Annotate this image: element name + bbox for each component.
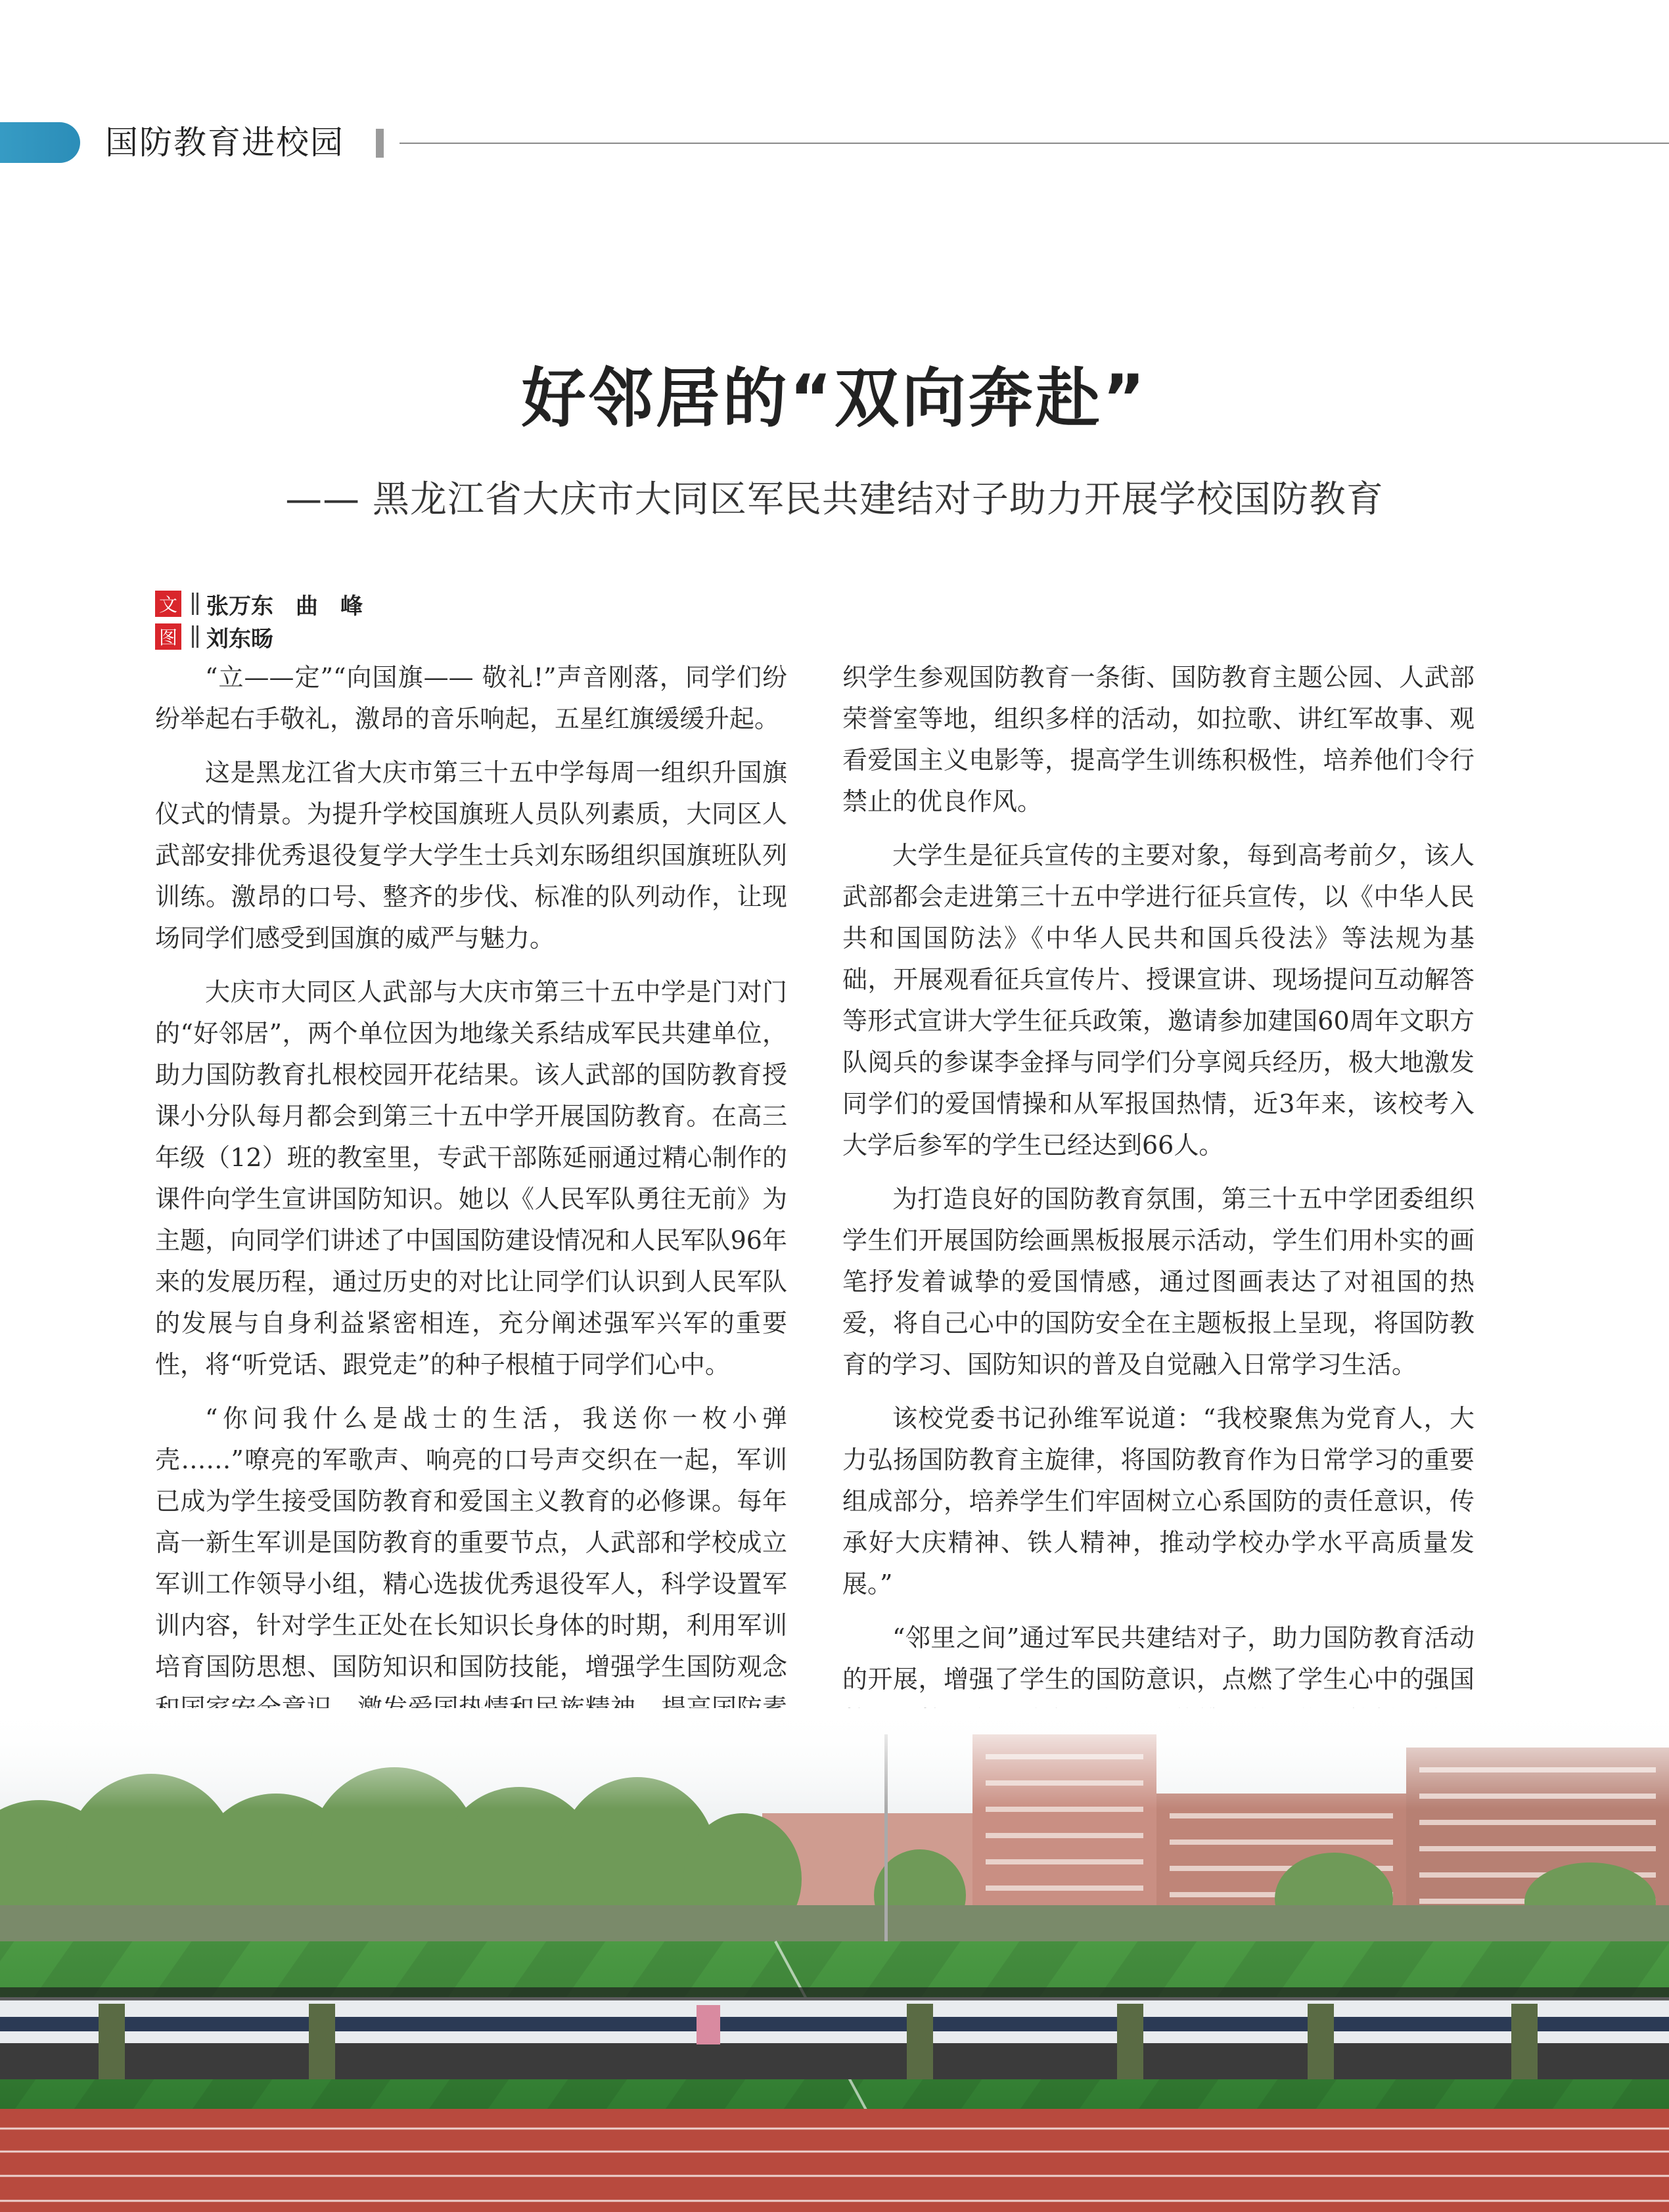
final-paragraph-text: “邻里之间”通过军民共建结对子，助力国防教育活动的开展，增强了学生的国防意识，点燃了学生心中的强国 <box>842 1623 1475 1694</box>
photo-illustration <box>0 1708 1669 2212</box>
article-title: 好邻居的“双向奔赴” <box>521 361 1148 436</box>
article-column-left <box>155 657 787 1824</box>
paragraph: 为打造良好的国防教育氛围，第三十五中学团委组织学生们开展国防绘画黑板报展示活动，学生们用朴实的画笔抒发着诚挚的爱国情感，通过图画表达了对祖国的热爱，将自己心中的国防安全在主题板报上呈现，将国防教育的学习、国防知识的普及自觉融入日常学习生活。 <box>842 1185 1475 1379</box>
paragraph: “立——定”“向国旗—— 敬礼!”声音刚落，同学们纷纷举起右手敬礼，激昂的音乐响起，五星红旗缓缓升起。 <box>155 663 787 733</box>
article-column-right <box>842 657 1475 1837</box>
paragraph: 大庆市大同区人武部与大庆市第三十五中学是门对门的“好邻居”，两个单位因为地缘关系结成军民共建单位，助力国防教育扎根校园开花结果。该人武部的国防教育授课小分队每月都会到第三十五中学开展国防教育。在高三年级（12）班的教室里，专武干部陈延丽通过精心制作的课件向学生宣讲国防知识。她以《人民军队勇往无前》为主题，向同学们讲述了中国国防建设情况和人民军队96年来的发展历程，通过历史的对比让同学们认识到人民军队的发展与自身利益紧密相连，充分阐述强军兴军的重要性，将“听党话、跟党走”的种子根植于同学们心中。 <box>155 978 787 1379</box>
section-title: 国防教育进校园 <box>105 124 344 162</box>
byline-separator <box>192 625 198 648</box>
byline-authors: 张万东 曲 峰 <box>206 593 363 620</box>
school-flag-raising-photo <box>0 1708 1669 2212</box>
header-divider <box>400 143 1669 144</box>
byline-text <box>155 590 363 618</box>
section-title-bar <box>376 129 384 158</box>
byline-separator <box>192 593 198 615</box>
paragraph: 大学生是征兵宣传的主要对象，每到高考前夕，该人武部都会走进第三十五中学进行征兵宣传，以《中华人民共和国国防法》《中华人民共和国兵役法》等法规为基础，开展观看征兵宣传片、授课宣讲、现场提问互动解答等形式宣讲大学生征兵政策，邀请参加建国60周年文职方队阅兵的参谋李金择与同学们分享阅兵经历，极大地激发同学们的爱国情操和从军报国热情，近3年来，该校考入大学后参军的学生已经达到66人。 <box>842 841 1475 1160</box>
article-subtitle: —— 黑龙江省大庆市大同区军民共建结对子助力开展学校国防教育 <box>285 478 1384 521</box>
byline-photo <box>155 623 273 650</box>
paragraph: “你问我什么是战士的生活，我送你一枚小弹壳……”嘹亮的军歌声、响亮的口号声交织在一起，军训已成为学生接受国防教育和爱国主义教育的必修课。每年高一新生军训是国防教育的重要节点，人武部和学校成立军训工作领导小组，精心选拔优秀退役军人，科学设置军训内容，针对学生正处在长知识长身体的时期，利用军训培育国防思想、国防知识和国防技能，增强学生国防观念 <box>155 1404 787 1681</box>
byline-photographer: 刘东旸 <box>206 625 273 652</box>
byline-tag: 图 <box>155 623 181 650</box>
paragraph: 这是黑龙江省大庆市第三十五中学每周一组织升国旗仪式的情景。为提升学校国旗班人员队列素质，大同区人武部安排优秀退役复学大学生士兵刘东旸组织国旗班队列训练。激昂的口号、整齐的步伐、标准的队列动作，让现场同学们感受到国旗的威严与魅力。 <box>155 758 787 953</box>
section-tab-marker <box>0 122 80 163</box>
paragraph-continuation: 织学生参观国防教育一条街、国防教育主题公园、人武部荣誉室等地，组织多样的活动，如拉歌、讲红军故事、观看爱国主义电影等，提高学生训练积极性，培养他们令行禁止的优良作风。 <box>842 663 1475 816</box>
paragraph: 该校党委书记孙维军说道：“我校聚焦为党育人，大力弘扬国防教育主旋律，将国防教育作为日常学习的重要组成部分，培养学生们牢固树立心系国防的责任意识，传承好大庆精神、铁人精神，推动学校办学水平高质量发展。” <box>842 1404 1475 1598</box>
byline-tag: 文 <box>155 591 181 617</box>
